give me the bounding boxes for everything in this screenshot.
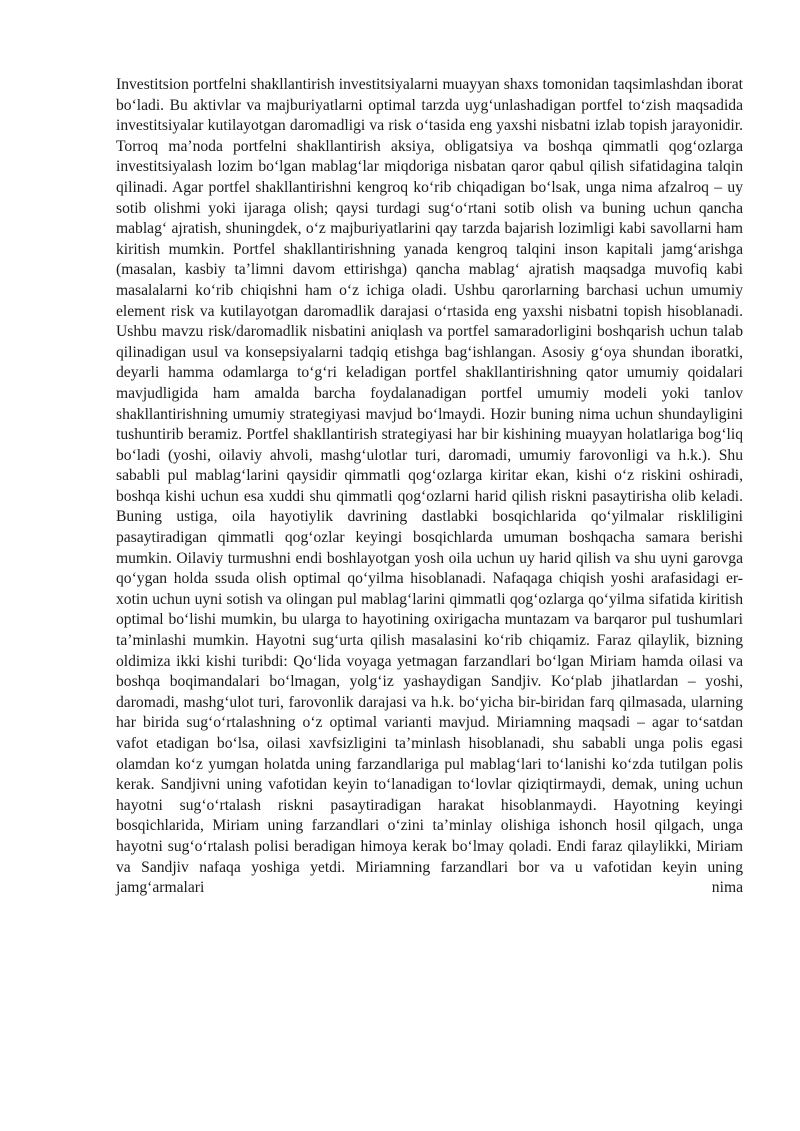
body-paragraph: Investitsion portfelni shakllantirish investitsiyalarni muayyan shaxs tomonidan taqsimlashdan iborat bo‘ladi. Bu aktivlar va majburiyatlarni optimal tarzda uyg‘unlashadigan portfel to‘zish maqsadida investitsiyalar kutilayotgan daromadligi va risk o‘tasida eng yaxshi nisbatni izlab topish jarayonidir. Torroq ma’noda portfelni shakllantirish aksiya, obligatsiya va boshqa qimmatli qog‘ozlarga investitsiyalash lozim bo‘lgan mablag‘lar miqdoriga nisbatan qaror qabul qilish sifatidagina talqin qilinadi. Agar portfel shakllantirishni kengroq ko‘rib chiqadigan bo‘lsak, unga nima afzalroq – uy sotib olishmi yoki ijaraga olish; qaysi turdagi sug‘o‘rtani sotib olish va buning uchun qancha mablag‘ ajratish, shuningdek, o‘z majburiyatlarini qay tarzda bajarish lozimligi kabi savollarni ham kiritish mumkin. Portfel shakllantirishning yanada kengroq talqini inson kapitali jamg‘arishga (masalan, kasbiy ta’limni davom ettirishga) qancha mablag‘ ajratish maqsadga muvofiq kabi masalalarni ko‘rib chiqishni ham o‘z ichiga oladi. Ushbu qarorlarning barchasi uchun umumiy element risk va kutilayotgan daromadlik darajasi o‘rtasida eng yaxshi nisbatni topish hisoblanadi. Ushbu mavzu risk/daromadlik nisbatini aniqlash va portfel samaradorligini boshqarish uchun talab qilinadigan usul va konsepsiyalarni tadqiq etishga bag‘ishlangan. Asosiy g‘oya shundan iboratki, deyarli hamma odamlarga to‘g‘ri keladigan portfel shakllantirishning qator umumiy qoidalari mavjudligida ham amalda barcha foydalanadigan portfel umumiy modeli yoki tanlov shakllantirishning umumiy strategiyasi mavjud bo‘lmaydi. Hozir buning nima uchun shundayligini tushuntirib beramiz. Portfel shakllantirish strategiyasi har bir kishining muayyan holatlariga bog‘liq bo‘ladi (yoshi, oilaviy ahvoli, mashg‘ulotlar turi, daromadi, umumiy farovonligi va h.k.). Shu sababli pul mablag‘larini qaysidir qimmatli qog‘ozlarga kiritar ekan, kishi o‘z riskini oshiradi, boshqa kishi uchun esa xuddi shu qimmatli qog‘ozlarni harid qilish riskni pasaytirisha olib keladi. Buning ustiga, oila hayotiylik davrining dastlabki bosqichlarida qo‘yilmalar riskliligini pasaytiradigan qimmatli qog‘ozlar keyingi bosqichlarda umuman boshqacha samara berishi mumkin. Oilaviy turmushni endi boshlayotgan yosh oila uchun uy harid qilish va shu uyni garovga qo‘ygan holda ssuda olish optimal qo‘yilma hisoblanadi. Nafaqaga chiqish yoshi arafasidagi er-xotin uchun uyni sotish va olingan pul mablag‘larini qimmatli qog‘ozlarga qo‘yilma sifatida kiritish optimal bo‘lishi mumkin, bu ularga to hayotining oxirigacha muntazam va barqaror pul tushumlari ta’minlashi mumkin. Hayotni sug‘urta qilish masalasini ko‘rib chiqamiz. Faraz qilaylik, bizning oldimiza ikki kishi turibdi: Qo‘lida voyaga yetmagan farzandlari bo‘lgan Miriam hamda oilasi va boshqa boqimandalari bo‘lmagan, yolg‘iz yashaydigan Sandjiv. Ko‘plab jihatlardan – yoshi, daromadi, mashg‘ulot turi, farovonlik darajasi va h.k. bo‘yicha bir-biridan farq qilmasada, ularning har birida sug‘o‘rtalashning o‘z optimal varianti mavjud. Miriamning maqsadi – agar to‘satdan vafot etadigan bo‘lsa, oilasi xavfsizligini ta’minlash hisoblanadi, shu sababli unga polis egasi olamdan ko‘z yumgan holatda uning farzandlariga pul mablag‘lari to‘lanishi ko‘zda tutilgan polis kerak. Sandjivni uning vafotidan keyin to‘lanadigan to‘lovlar qiziqtirmaydi, demak, uning uchun hayotni sug‘o‘rtalash riskni pasaytiradigan harakat hisoblanmaydi. Hayotning keyingi bosqichlarida, Miriam uning farzandlari o‘zini ta’minlay olishiga ishonch hosil qilgach, unga hayotni sug‘o‘rtalash polisi beradigan himoya kerak bo‘lmay qoladi. Endi faraz qilaylikki, Miriam va Sandjiv nafaqa yoshiga yetdi. Miriamning farzandlari bor va u vafotidan keyin uning jamg‘armalari nima: [116, 76, 743, 897]
